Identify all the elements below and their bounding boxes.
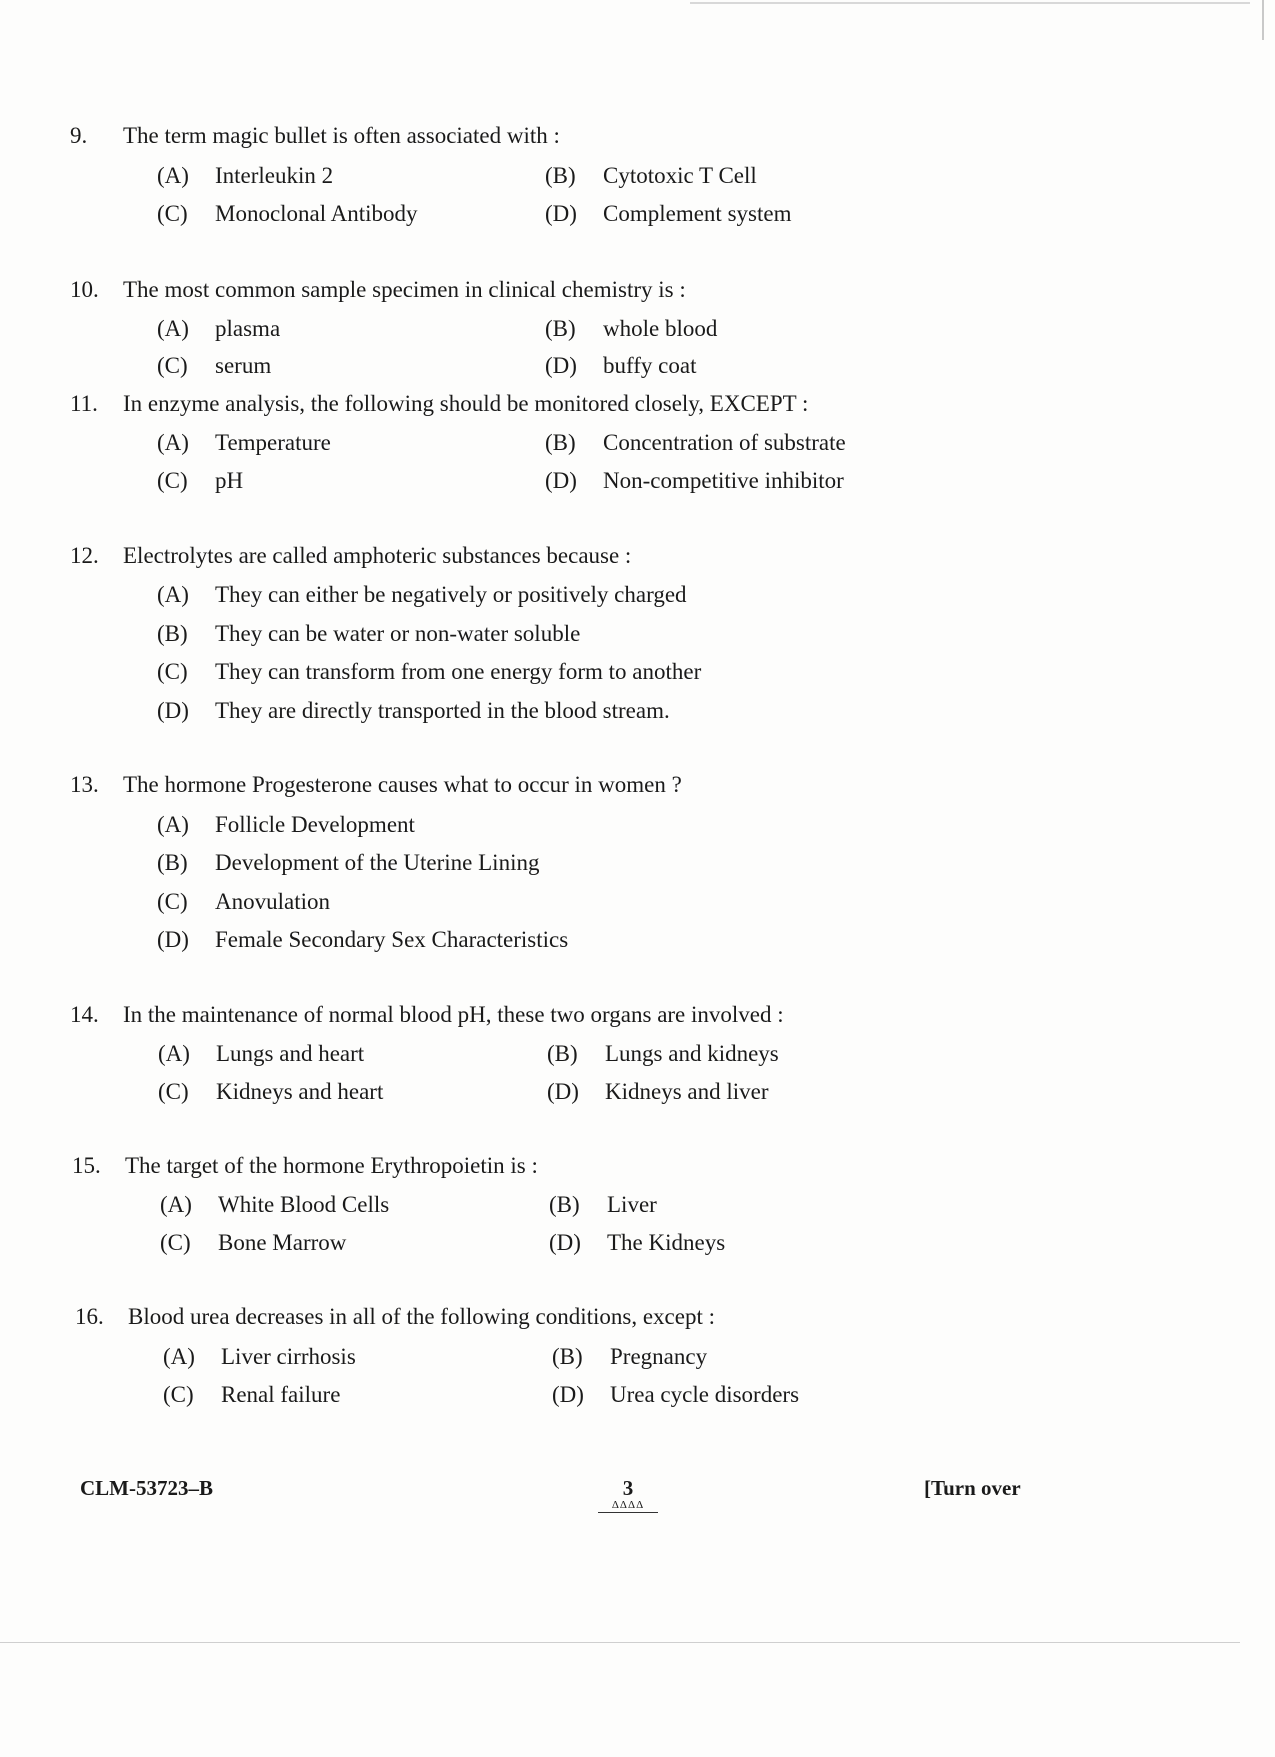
- option-text: Pregnancy: [610, 1344, 708, 1369]
- paper-code: CLM-53723–B: [80, 1476, 213, 1500]
- option-c: [158, 1079, 383, 1105]
- option-text: Kidneys and liver: [605, 1079, 769, 1104]
- question-number: 14.: [70, 1002, 99, 1027]
- option-text: Non-competitive inhibitor: [603, 468, 844, 493]
- option-b: [549, 1192, 657, 1218]
- option-d: [157, 698, 670, 724]
- option-letter: (C): [157, 201, 188, 226]
- option-letter: (C): [157, 659, 188, 684]
- option-text: Bone Marrow: [218, 1230, 347, 1255]
- option-letter: (A): [157, 316, 189, 341]
- option-text: Monoclonal Antibody: [215, 201, 418, 226]
- option-text: Temperature: [215, 430, 331, 455]
- question-number: 11.: [70, 391, 98, 416]
- turn-over-label: [Turn over: [924, 1476, 1021, 1500]
- option-a: [163, 1344, 356, 1370]
- option-text: whole blood: [603, 316, 718, 341]
- question-number: 15.: [72, 1153, 101, 1178]
- option-text: Cytotoxic T Cell: [603, 163, 757, 188]
- option-text: They can either be negatively or positively charged: [215, 582, 687, 607]
- option-c: [157, 201, 418, 227]
- option-a: [157, 812, 415, 838]
- option-letter: (B): [545, 316, 576, 341]
- option-a: [157, 163, 333, 189]
- right-edge-mark: [1262, 0, 1264, 40]
- option-text: Lungs and heart: [216, 1041, 365, 1066]
- option-letter: (D): [549, 1230, 581, 1255]
- option-text: Development of the Uterine Lining: [215, 850, 540, 875]
- question-number: 12.: [70, 543, 99, 568]
- option-letter: (B): [545, 430, 576, 455]
- option-text: They are directly transported in the blood stream.: [215, 698, 670, 723]
- option-letter: (D): [547, 1079, 579, 1104]
- option-text: The Kidneys: [607, 1230, 726, 1255]
- option-letter: (D): [552, 1382, 584, 1407]
- option-c: [157, 659, 701, 685]
- question-text: Blood urea decreases in all of the following conditions, except :: [128, 1304, 715, 1329]
- option-text: Anovulation: [215, 889, 330, 914]
- option-b: [157, 850, 539, 876]
- option-b: [545, 163, 757, 189]
- question-number: 13.: [70, 772, 99, 797]
- bottom-edge-rule: [0, 1642, 1240, 1643]
- question-text: In the maintenance of normal blood pH, these two organs are involved :: [123, 1002, 784, 1027]
- option-text: serum: [215, 353, 272, 378]
- option-text: Liver: [607, 1192, 657, 1217]
- option-letter: (A): [157, 163, 189, 188]
- option-text: Lungs and kidneys: [605, 1041, 779, 1066]
- option-letter: (B): [157, 850, 188, 875]
- option-letter: (A): [163, 1344, 195, 1369]
- option-letter: (D): [157, 927, 189, 952]
- option-letter: (B): [545, 163, 576, 188]
- option-letter: (B): [157, 621, 188, 646]
- option-d: [545, 468, 844, 494]
- option-d: [545, 353, 696, 379]
- option-text: Kidneys and heart: [216, 1079, 384, 1104]
- option-text: pH: [215, 468, 244, 493]
- option-text: White Blood Cells: [218, 1192, 390, 1217]
- option-text: Urea cycle disorders: [610, 1382, 800, 1407]
- option-b: [552, 1344, 707, 1370]
- page-number: 3: [622, 1476, 634, 1500]
- question-number: 9.: [70, 123, 88, 148]
- option-d: [157, 927, 568, 953]
- option-d: [549, 1230, 725, 1256]
- option-d: [545, 201, 791, 227]
- question-text: The term magic bullet is often associated with :: [123, 123, 560, 148]
- option-letter: (D): [545, 353, 577, 378]
- option-text: Concentration of substrate: [603, 430, 846, 455]
- option-letter: (D): [545, 201, 577, 226]
- question-text: The target of the hormone Erythropoietin is :: [125, 1153, 538, 1178]
- option-letter: (D): [545, 468, 577, 493]
- option-d: [547, 1079, 769, 1105]
- option-letter: (A): [157, 430, 189, 455]
- option-a: [157, 430, 331, 456]
- option-c: [160, 1230, 346, 1256]
- option-text: Follicle Development: [215, 812, 415, 837]
- option-letter: (C): [157, 353, 188, 378]
- option-text: They can transform from one energy form to another: [215, 659, 702, 684]
- page-marks: ΔΔΔΔ: [598, 1499, 658, 1513]
- option-b: [545, 316, 717, 342]
- question-text: The hormone Progesterone causes what to occur in women ?: [123, 772, 682, 797]
- option-letter: (C): [160, 1230, 191, 1255]
- option-letter: (A): [157, 582, 189, 607]
- option-letter: (A): [160, 1192, 192, 1217]
- option-letter: (B): [547, 1041, 578, 1066]
- option-c: [163, 1382, 340, 1408]
- question-text: In enzyme analysis, the following should be monitored closely, EXCEPT :: [123, 391, 809, 416]
- question-number: 10.: [70, 277, 99, 302]
- option-a: [157, 582, 687, 608]
- option-text: Interleukin 2: [215, 163, 334, 188]
- option-letter: (C): [163, 1382, 194, 1407]
- option-b: [545, 430, 846, 456]
- option-text: Renal failure: [221, 1382, 341, 1407]
- option-a: [158, 1041, 364, 1067]
- option-letter: (A): [158, 1041, 190, 1066]
- option-text: Female Secondary Sex Characteristics: [215, 927, 569, 952]
- option-letter: (A): [157, 812, 189, 837]
- option-letter: (C): [158, 1079, 189, 1104]
- option-b: [157, 621, 580, 647]
- option-letter: (D): [157, 698, 189, 723]
- question-text: Electrolytes are called amphoteric substances because :: [123, 543, 632, 568]
- option-a: [160, 1192, 389, 1218]
- option-text: They can be water or non-water soluble: [215, 621, 581, 646]
- question-number: 16.: [75, 1304, 104, 1329]
- option-b: [547, 1041, 779, 1067]
- option-letter: (C): [157, 889, 188, 914]
- option-letter: (B): [549, 1192, 580, 1217]
- option-text: plasma: [215, 316, 281, 341]
- option-c: [157, 889, 330, 915]
- option-letter: (B): [552, 1344, 583, 1369]
- question-text: The most common sample specimen in clinical chemistry is :: [123, 277, 686, 302]
- option-text: buffy coat: [603, 353, 697, 378]
- top-edge-rule: [690, 2, 1250, 4]
- option-c: [157, 468, 243, 494]
- option-text: Liver cirrhosis: [221, 1344, 356, 1369]
- option-a: [157, 316, 280, 342]
- option-c: [157, 353, 271, 379]
- option-d: [552, 1382, 799, 1408]
- option-text: Complement system: [603, 201, 792, 226]
- option-letter: (C): [157, 468, 188, 493]
